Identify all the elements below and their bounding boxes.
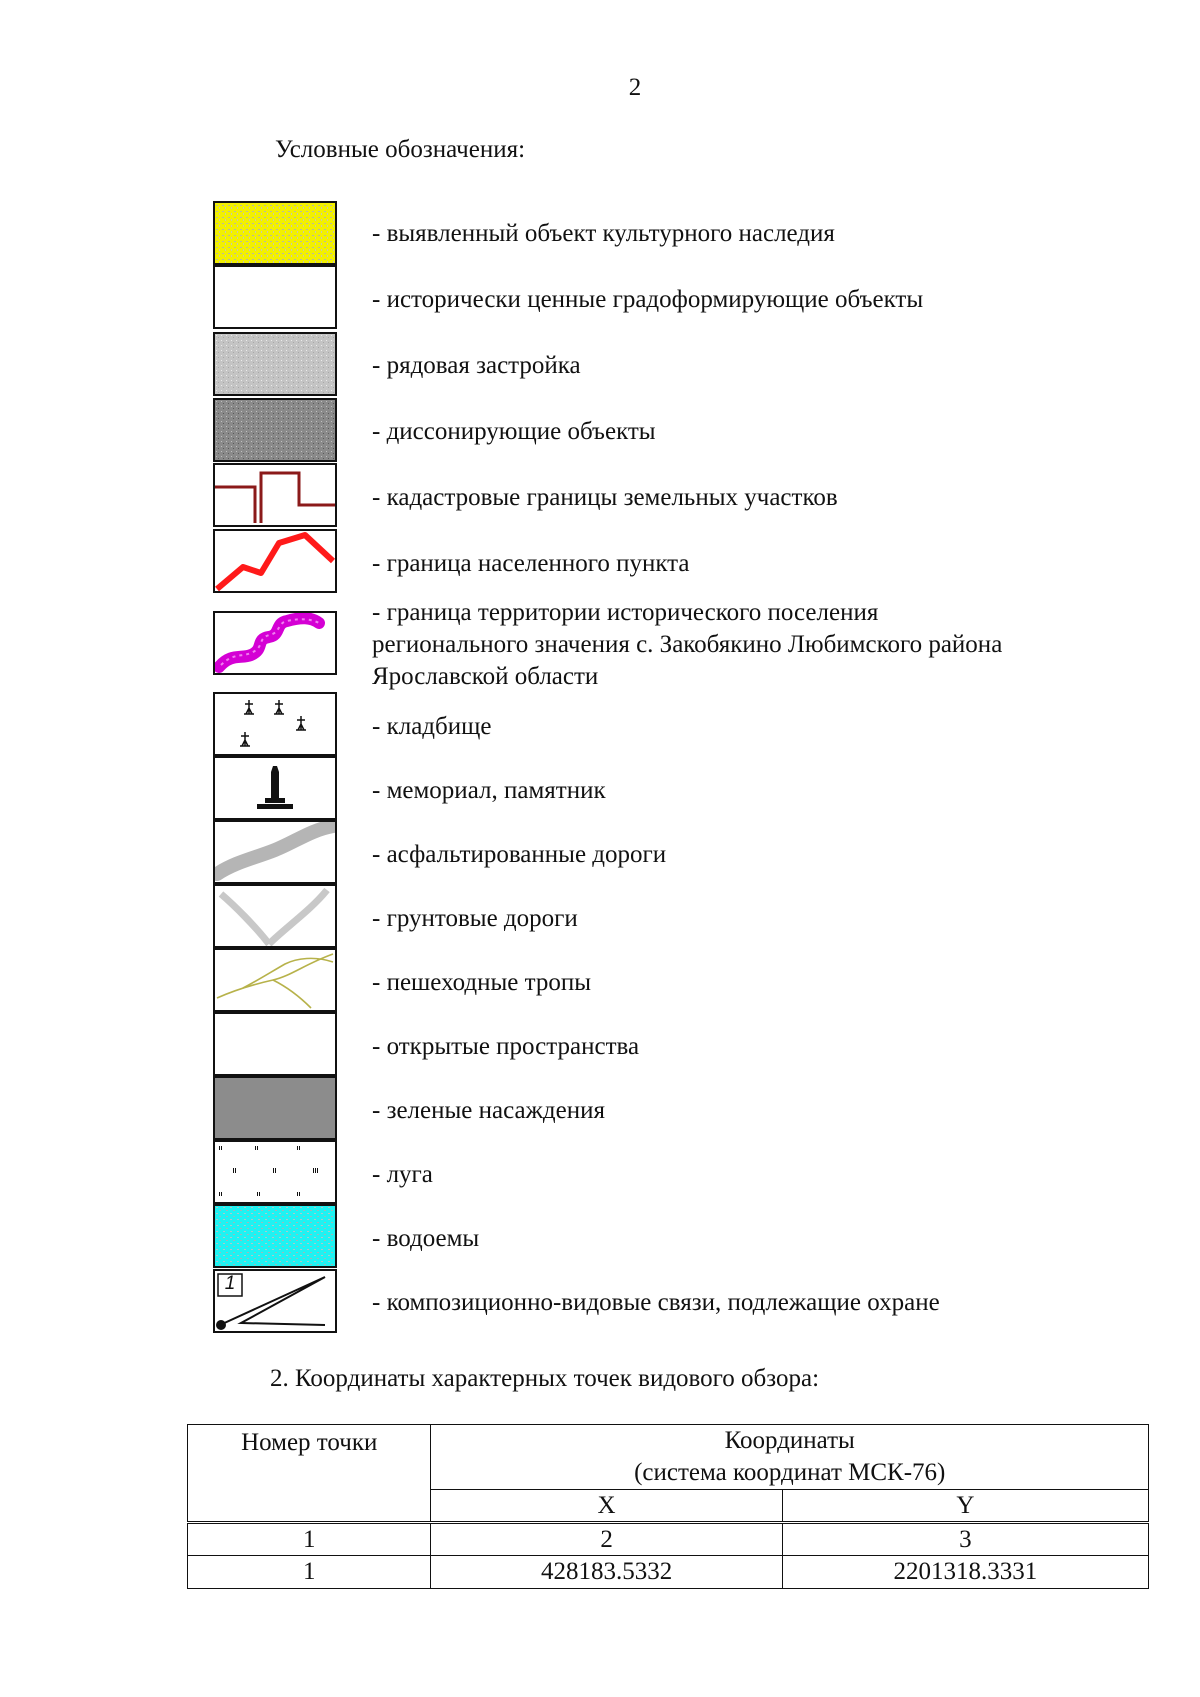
coordinates-title: 2. Координаты характерных точек видового обзора: <box>270 1365 820 1392</box>
legend-label-water-bodies: - водоемы <box>372 1225 480 1252</box>
legend-label-cadastral-boundaries: - кадастровые границы земельных участков <box>372 484 838 511</box>
swatch-ordinary-buildings <box>213 332 337 396</box>
swatch-asphalt-roads <box>213 820 337 884</box>
legend-label-historic-settlement-line-2: регионального значения с. Закобякино Любимского района <box>372 631 1003 658</box>
monument-icon <box>215 758 335 818</box>
legend-label-historic-valuable: - исторически ценные градоформирующие объекты <box>372 286 924 313</box>
legend-label-identified-heritage: - выявленный объект культурного наследия <box>372 220 835 247</box>
page-number: 2 <box>628 74 642 101</box>
legend-label-green-plantings: - зеленые насаждения <box>372 1097 605 1124</box>
swatch-open-spaces <box>213 1012 337 1076</box>
legend-label-asphalt-roads: - асфальтированные дороги <box>372 841 667 868</box>
legend-label-dissonant-objects: - диссонирующие объекты <box>372 418 656 445</box>
table-row <box>188 1556 1149 1589</box>
swatch-green-plantings <box>213 1076 337 1140</box>
swatch-meadows <box>213 1140 337 1204</box>
swatch-footpaths <box>213 948 337 1012</box>
cross-icon <box>240 700 306 746</box>
swatch-settlement-boundary <box>213 529 337 593</box>
swatch-cadastral-boundaries <box>213 463 337 527</box>
legend-label-footpaths: - пешеходные тропы <box>372 969 592 996</box>
coordinates-table <box>187 1424 1149 1589</box>
swatch-dissonant-objects <box>213 398 337 462</box>
header-x: X <box>431 1490 782 1523</box>
legend-label-cemetery: - кладбище <box>372 713 492 740</box>
swatch-memorial <box>213 756 337 820</box>
column-number-1: 1 <box>188 1523 431 1556</box>
table-column-numbers-row <box>188 1523 1149 1556</box>
header-coordinates <box>431 1425 1149 1490</box>
cell-x: 428183.5332 <box>431 1556 782 1589</box>
legend-label-memorial: - мемориал, памятник <box>372 777 606 804</box>
header-coordinates-line-1: Координаты <box>724 1427 855 1454</box>
view-link-marker: 1 <box>224 1273 236 1294</box>
column-number-3: 3 <box>782 1523 1148 1556</box>
legend-label-ordinary-buildings: - рядовая застройка <box>372 352 581 379</box>
legend-label-settlement-boundary: - граница населенного пункта <box>372 550 690 577</box>
swatch-identified-heritage <box>213 201 337 265</box>
legend-label-historic-settlement-line-3: Ярославской области <box>372 663 599 690</box>
legend-label-open-spaces: - открытые пространства <box>372 1033 640 1060</box>
swatch-dirt-roads <box>213 884 337 948</box>
legend-label-dirt-roads: - грунтовые дороги <box>372 905 578 932</box>
cell-point: 1 <box>188 1556 431 1589</box>
table-header-row <box>188 1425 1149 1490</box>
legend-label-historic-settlement-line-1: - граница территории исторического поселения <box>372 599 879 626</box>
swatch-historic-valuable <box>213 265 337 329</box>
header-point-number: Номер точки <box>188 1425 431 1523</box>
header-y: Y <box>782 1490 1148 1523</box>
legend-label-view-links: - композиционно-видовые связи, подлежащие охране <box>372 1289 940 1316</box>
swatch-historic-settlement-boundary <box>213 611 337 675</box>
header-coordinates-line-2: (система координат МСК-76) <box>634 1459 946 1486</box>
column-number-2: 2 <box>431 1523 782 1556</box>
legend-label-meadows: - луга <box>372 1161 433 1188</box>
swatch-water-bodies <box>213 1204 337 1268</box>
swatch-cemetery <box>213 692 337 756</box>
cell-y: 2201318.3331 <box>782 1556 1148 1589</box>
legend-title: Условные обозначения: <box>275 136 526 163</box>
